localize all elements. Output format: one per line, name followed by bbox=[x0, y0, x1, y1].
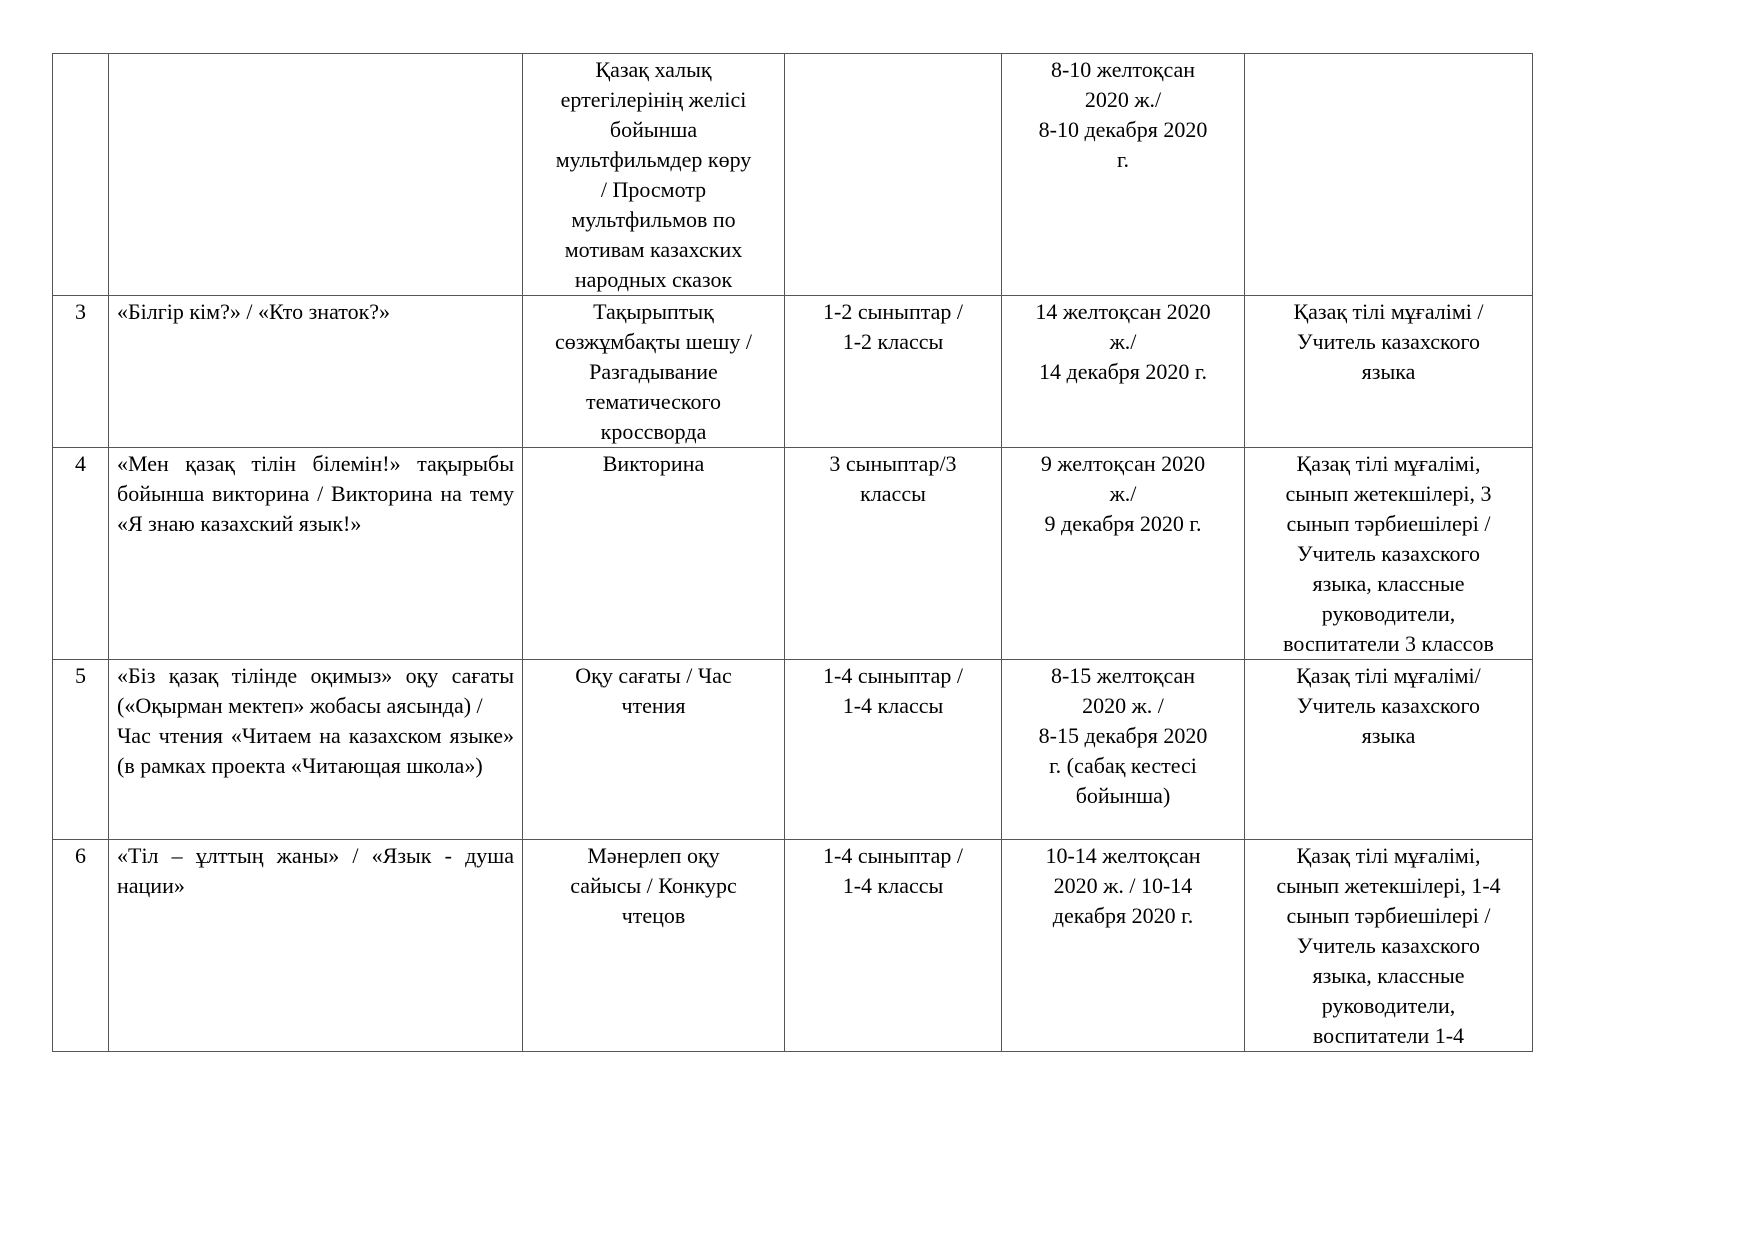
table-row bbox=[53, 54, 1533, 296]
row-number bbox=[53, 54, 109, 296]
event-title: «Білгір кім?» / «Кто знаток?» bbox=[109, 296, 523, 448]
event-date: 14 желтоқсан 2020 ж./ 14 декабря 2020 г. bbox=[1002, 296, 1245, 448]
event-title: «Тіл – ұлттың жаны» / «Язык - душа нации» bbox=[109, 840, 523, 1052]
event-date: 9 желтоқсан 2020 ж./ 9 декабря 2020 г. bbox=[1002, 448, 1245, 660]
event-participants: 1-2 сыныптар / 1-2 классы bbox=[785, 296, 1002, 448]
event-responsible: Қазақ тілі мұғалімі / Учитель казахского языка bbox=[1245, 296, 1533, 448]
row-number: 6 bbox=[53, 840, 109, 1052]
event-participants: 1-4 сыныптар / 1-4 классы bbox=[785, 840, 1002, 1052]
event-date: 8-15 желтоқсан 2020 ж. / 8-15 декабря 2020 г. (сабақ кестесі бойынша) bbox=[1002, 660, 1245, 840]
event-date: 10-14 желтоқсан 2020 ж. / 10-14 декабря 2020 г. bbox=[1002, 840, 1245, 1052]
event-participants bbox=[785, 54, 1002, 296]
event-responsible: Қазақ тілі мұғалімі, сынып жетекшілері, 1-4 сынып тәрбиешілері / Учитель казахского языка, классные руководители, воспитатели 1-4 bbox=[1245, 840, 1533, 1052]
event-responsible bbox=[1245, 54, 1533, 296]
row-number: 4 bbox=[53, 448, 109, 660]
event-form: Мәнерлеп оқу сайысы / Конкурс чтецов bbox=[523, 840, 785, 1052]
event-title: «Мен қазақ тілін білемін!» тақырыбы бойынша викторина / Викторина на тему «Я знаю казахский язык!» bbox=[109, 448, 523, 660]
event-form: Тақырыптық сөзжұмбақты шешу / Разгадывание тематического кроссворда bbox=[523, 296, 785, 448]
event-responsible: Қазақ тілі мұғалімі, сынып жетекшілері, 3 сынып тәрбиешілері / Учитель казахского языка, классные руководители, воспитатели 3 классов bbox=[1245, 448, 1533, 660]
event-form: Қазақ халық ертегілерінің желісі бойынша мультфильмдер көру / Просмотр мультфильмов по мотивам казахских народных сказок bbox=[523, 54, 785, 296]
events-table bbox=[52, 53, 1533, 1052]
event-participants: 1-4 сыныптар / 1-4 классы bbox=[785, 660, 1002, 840]
row-number: 5 bbox=[53, 660, 109, 840]
table-row bbox=[53, 448, 1533, 660]
event-form: Оқу сағаты / Час чтения bbox=[523, 660, 785, 840]
event-title: «Біз қазақ тілінде оқимыз» оқу сағаты («Оқырман мектеп» жобасы аясында) / Час чтения «Читаем на казахском языке» (в рамках проекта «Читающая школа») bbox=[109, 660, 523, 840]
event-date: 8-10 желтоқсан 2020 ж./ 8-10 декабря 2020 г. bbox=[1002, 54, 1245, 296]
table-row bbox=[53, 296, 1533, 448]
event-form: Викторина bbox=[523, 448, 785, 660]
row-number: 3 bbox=[53, 296, 109, 448]
table-row bbox=[53, 840, 1533, 1052]
event-responsible: Қазақ тілі мұғалімі/ Учитель казахского языка bbox=[1245, 660, 1533, 840]
event-participants: 3 сыныптар/3 классы bbox=[785, 448, 1002, 660]
event-title bbox=[109, 54, 523, 296]
table-row bbox=[53, 660, 1533, 840]
